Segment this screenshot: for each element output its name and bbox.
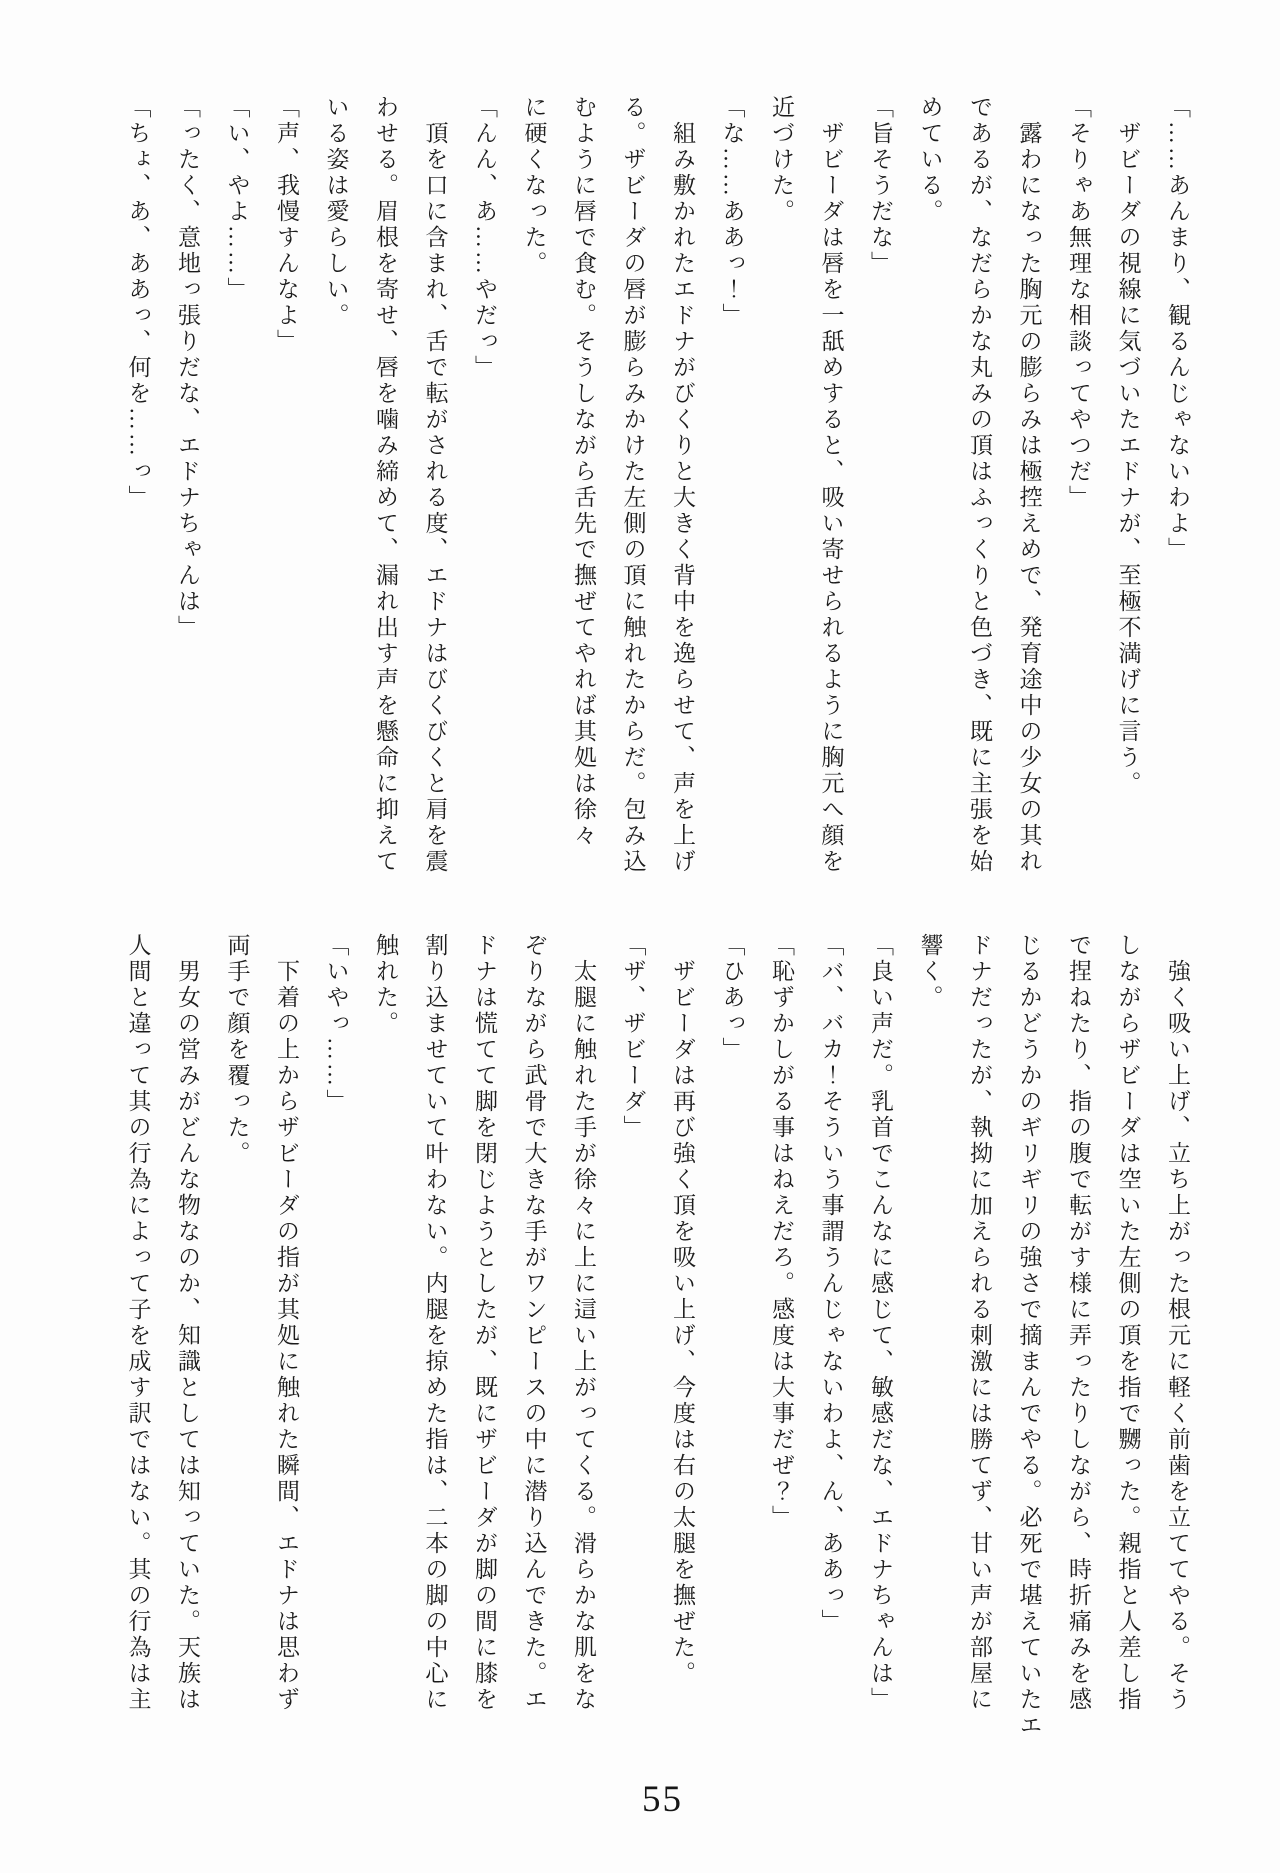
text-column: 「そりゃあ無理な相談ってやつだ」 bbox=[1066, 95, 1091, 511]
text-column: 「声、我慢すんなよ」 bbox=[274, 95, 299, 355]
text-column: る。ザビーダの唇が膨らみかけた左側の頂に触れたからだ。包み込 bbox=[620, 95, 646, 875]
text-column: に硬くなった。 bbox=[521, 95, 547, 277]
text-column: 「ちょ、あ、ああっ、何を……っ」 bbox=[125, 95, 151, 511]
text-column: しながらザビーダは空いた左側の頂を指で嬲った。親指と人差し指 bbox=[1115, 933, 1141, 1713]
text-column: ザビーダは唇を一舐めすると、吸い寄せられるように胸元へ顔を bbox=[818, 121, 844, 875]
text-column: 「バ、バカ！そういう事謂うんじゃないわよ、ん、ああっ」 bbox=[818, 933, 844, 1635]
text-column: ザビーダは再び強く頂を吸い上げ、今度は右の太腿を撫ぜた。 bbox=[670, 959, 695, 1687]
text-column: 下着の上からザビーダの指が其処に触れた瞬間、エドナは思わず bbox=[274, 959, 299, 1713]
text-column: 「ったく、意地っ張りだな、エドナちゃんは」 bbox=[175, 95, 200, 641]
text-column: 「ひあっ」 bbox=[719, 933, 745, 1063]
text-column: じるかどうかのギリギリの強さで摘まんでやる。必死で堪えていたエ bbox=[1016, 933, 1042, 1739]
text-column: むように唇で食む。そうしながら舌先で撫ぜてやれば其処は徐々 bbox=[571, 95, 596, 849]
text-column: 「恥ずかしがる事はねえだろ。感度は大事だぜ？」 bbox=[769, 933, 794, 1531]
text-column: で捏ねたり、指の腹で転がす様に弄ったりしながら、時折痛みを感 bbox=[1066, 933, 1091, 1713]
text-column: 響く。 bbox=[917, 933, 943, 1011]
text-column: 人間と違って其の行為によって子を成す訳ではない。其の行為は主 bbox=[125, 933, 151, 1713]
page-number: 55 bbox=[642, 1779, 683, 1820]
text-column: ザビーダの視線に気づいたエドナが、至極不満げに言う。 bbox=[1115, 121, 1141, 797]
text-column: 強く吸い上げ、立ち上がった根元に軽く前歯を立ててやる。そう bbox=[1165, 959, 1190, 1713]
text-column: 組み敷かれたエドナがびくりと大きく背中を逸らせて、声を上げ bbox=[670, 121, 695, 875]
text-column: であるが、なだらかな丸みの頂はふっくりと色づき、既に主張を始 bbox=[967, 95, 992, 875]
text-column: 両手で顔を覆った。 bbox=[224, 933, 250, 1167]
text-column: 「いやっ……」 bbox=[323, 933, 349, 1115]
text-column: ドナだったが、執拗に加えられる刺激には勝てず、甘い声が部屋に bbox=[967, 933, 992, 1713]
text-column: 「な……ああっ！」 bbox=[719, 95, 745, 329]
text-column: 「良い声だ。乳首でこんなに感じて、敏感だな、エドナちゃんは」 bbox=[868, 933, 893, 1713]
text-column: 頂を口に含まれ、舌で転がされる度、エドナはびくびくと肩を震 bbox=[422, 121, 448, 875]
text-column: いる姿は愛らしい。 bbox=[323, 95, 349, 329]
text-column: 割り込ませていて叶わない。内腿を掠めた指は、二本の脚の中心に bbox=[422, 933, 448, 1713]
text-column: 近づけた。 bbox=[769, 95, 794, 225]
text-column: 「……あんまり、観るんじゃないわよ」 bbox=[1165, 95, 1190, 563]
text-column: わせる。眉根を寄せ、唇を噛み締めて、漏れ出す声を懸命に抑えて bbox=[373, 95, 398, 875]
text-section-top bbox=[113, 95, 1202, 907]
text-section-bottom bbox=[113, 933, 1202, 1745]
text-column: ぞりながら武骨で大きな手がワンピースの中に潜り込んできた。エ bbox=[521, 933, 547, 1713]
text-column: 「ザ、ザビーダ」 bbox=[620, 933, 646, 1141]
text-column: 「旨そうだな」 bbox=[868, 95, 893, 277]
text-column: 「んん、あ……やだっ」 bbox=[472, 95, 497, 381]
text-column: 「い、やよ……」 bbox=[224, 95, 250, 303]
text-column: ドナは慌てて脚を閉じようとしたが、既にザビーダが脚の間に膝を bbox=[472, 933, 497, 1713]
text-column: 触れた。 bbox=[373, 933, 398, 1037]
text-column: めている。 bbox=[917, 95, 943, 225]
text-column: 男女の営みがどんな物なのか、知識としては知っていた。天族は bbox=[175, 959, 200, 1713]
text-column: 露わになった胸元の膨らみは極控えめで、発育途中の少女の其れ bbox=[1016, 121, 1042, 875]
text-column: 太腿に触れた手が徐々に上に這い上がってくる。滑らかな肌をな bbox=[571, 959, 596, 1713]
